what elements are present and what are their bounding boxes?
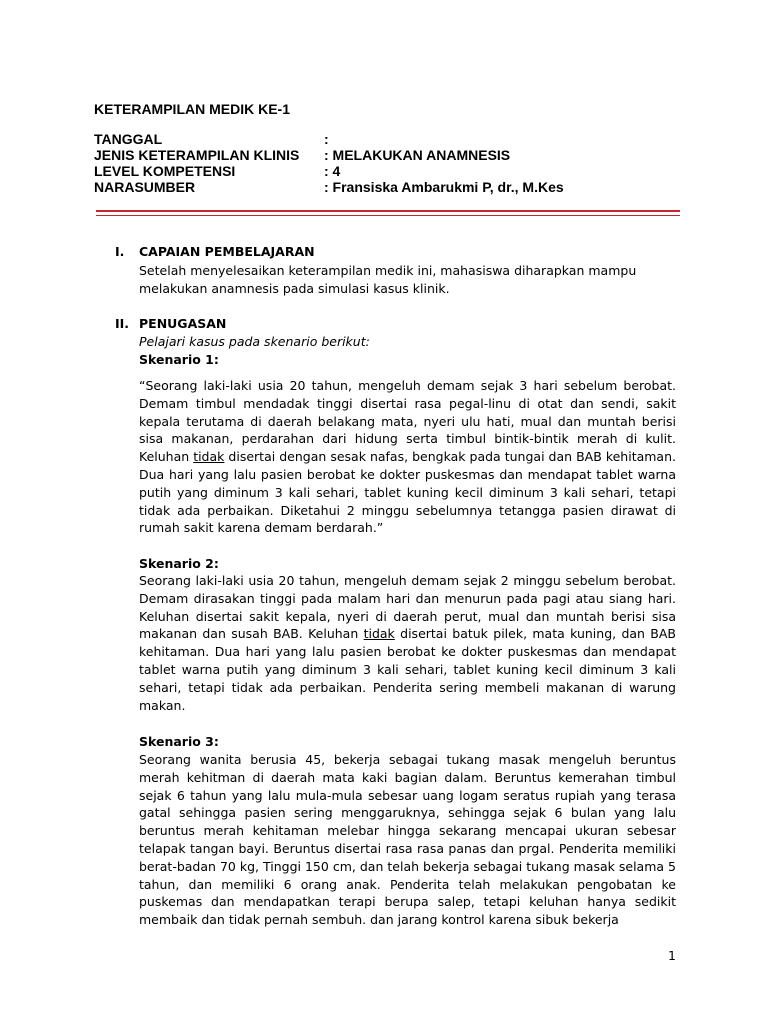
meta-key: JENIS KETERAMPILAN KLINIS xyxy=(94,147,300,163)
section-heading: CAPAIAN PEMBELAJARAN xyxy=(139,244,315,259)
page-number: 1 xyxy=(668,948,676,963)
meta-row-jenis xyxy=(94,147,694,163)
scenario-text-part: Seorang wanita berusia 45, bekerja sebagai tukang masak mengeluh beruntus merah kehitman di daerah mata kaki bagian dalam. Beruntus kemerahan timbul sejak 6 tahun yang lalu mula-mula sebesar uang logam seratus rupiah yang terasa gatal sehingga pasien sering menggaruknya, sehingga sejak 6 bulan yang lalu beruntus merah kehitaman melebar hingga sekarang mencapai ukuran sebesar telapak tangan bayi. Beruntus disertai rasa rasa panas dan prgal. Penderita memiliki berat-badan 70 kg, Tinggi 150 cm, dan telah bekerja sebagai tukang masak selama 5 tahun, dan memiliki 6 orang anak. Penderita telah melakukan pengobatan ke puskemas dan mendapatkan terapi berupa salep, tetapi keluhan hanya sedikit membaik dan tidak pernah sembuh. dan jarang kontrol karena sibuk bekerja xyxy=(139,752,676,928)
meta-key: LEVEL KOMPETENSI xyxy=(94,163,236,179)
scenario-text xyxy=(139,751,676,929)
meta-block xyxy=(94,131,694,195)
meta-row-narasumber xyxy=(94,179,694,195)
section-number: II. xyxy=(115,316,130,331)
section-text: Setelah menyelesaikan keterampilan medik ini, mahasiswa diharapkan mampu melakukan anamnesis pada simulasi kasus klinik. xyxy=(139,263,637,296)
meta-row-tanggal xyxy=(94,131,694,147)
meta-value: : xyxy=(324,131,329,147)
scenario-emphasis: tidak xyxy=(363,626,395,642)
meta-value: : MELAKUKAN ANAMNESIS xyxy=(324,147,511,163)
meta-key: TANGGAL xyxy=(94,131,163,147)
scenario-text xyxy=(139,572,676,714)
scenario-text-part: “Seorang laki-laki usia 20 tahun, mengeluh demam sejak 3 hari sebelum berobat. Demam timbul mendadak tinggi disertai rasa pegal-linu di otat dan sendi, sakit kepala terutama di daerah belakang mata, nyeri ulu hati, mual dan muntah berisi sisa makanan, perdarahan dari hidung serta timbul bintik-bintik merah di kulit. Keluhan xyxy=(139,378,676,465)
meta-key: NARASUMBER xyxy=(94,179,196,195)
section-number: I. xyxy=(115,244,125,259)
document-title: KETERAMPILAN MEDIK KE-1 xyxy=(94,101,291,117)
scenario-emphasis: tidak xyxy=(193,449,225,465)
scenario-title: Skenario 3: xyxy=(139,734,219,749)
scenario-title: Skenario 1: xyxy=(139,352,219,367)
header-divider-thin xyxy=(96,215,680,216)
meta-row-level xyxy=(94,163,694,179)
scenario-text-part: disertai batuk pilek, mata kuning, dan BAB kehitaman. Dua hari yang lalu pasien berobat ke dokter puskesmas dan mendapat tablet warna putih yang diminum 3 kali sehari, tablet kuning kecil diminum 3 kali sehari, tetapi tidak ada perbaikan. Penderita sering membeli makanan di warung makan. xyxy=(139,626,677,713)
meta-value: : 4 xyxy=(324,163,341,179)
section-intro: Pelajari kasus pada skenario berikut: xyxy=(139,334,370,349)
header-divider xyxy=(96,210,680,212)
section-heading: PENUGASAN xyxy=(139,316,227,331)
scenario-title: Skenario 2: xyxy=(139,556,219,571)
scenario-text-part: disertai dengan sesak nafas, bengkak pada tungai dan BAB kehitaman. Dua hari yang lalu pasien berobat ke dokter puskesmas dan mendapat tablet warna putih yang diminum 3 kali sehari, tablet kuning kecil diminum 3 kali sehari, tetapi tidak ada perbaikan. Diketahui 2 minggu sebelumnya tetangga pasien dirawat di rumah sakit karena demam berdarah.” xyxy=(139,449,676,536)
scenario-text xyxy=(139,377,676,537)
scenario-text-part: Seorang laki-laki usia 20 tahun, mengeluh demam sejak 2 minggu sebelum berobat. Demam dirasakan tinggi pada malam hari dan menurun pada pagi atau siang hari. Keluhan disertai sakit kepala, nyeri di daerah perut, mual dan muntah berisi sisa makanan dan susah BAB. Keluhan xyxy=(139,573,676,642)
meta-value: : Fransiska Ambarukmi P, dr., M.Kes xyxy=(324,179,564,195)
